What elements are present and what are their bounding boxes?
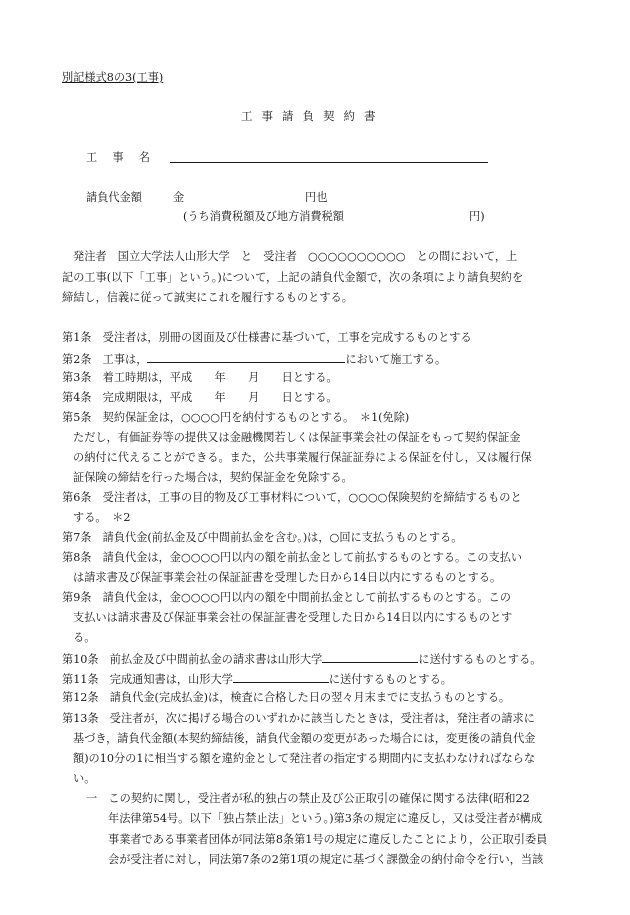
article-13-item-1-text: 会が受注者に対し，同法第7条の2第1項の規定に基づく課徴金の納付命令を行い，当該 [108,853,544,866]
article-8: 第8条 請負代金は，金○○○○円以内の額を前払金として前払するものとする。この支払い [62,551,523,564]
document-title: 工事請負契約書 [241,109,385,123]
article-1: 第1条 受注者は，別冊の図面及び仕様書に基づいて，工事を完成するものとする [62,331,472,344]
article-11-pre: 第11条 完成通知書は，山形大学 [62,673,233,686]
article-7: 第7条 請負代金(前払金及び中間前払金を含む。)は，○回に支払うものとする。 [62,531,463,544]
article-11-post: に送付するものとする。 [328,673,452,686]
article-5-text: ただし，有価証券等の提供又は金融機関若しくは保証事業会社の保証をもって契約保証金 [73,431,521,444]
article-4: 第4条 完成期限は，平成 年 月 日とする。 [62,391,338,404]
amount-label: 請負代金額 [86,191,142,204]
article-6: 第6条 受注者は，工事の目的物及び工事材料について，○○○○保険契約を締結するものと [62,491,522,504]
article-2-pre: 第2条 工事は， [62,353,148,366]
article-2-location-blank [147,351,345,363]
article-2-post: において施工する。 [345,353,447,366]
article-2 [62,351,446,366]
tax-note-open: (うち消費税額及び地方消費税額 [183,210,344,223]
article-10 [62,651,541,666]
article-3: 第3条 着工時期は，平成 年 月 日とする。 [62,371,338,384]
article-5-text: 証保険の締結を行った場合は，契約保証金を免除する。 [73,471,353,484]
tax-note-close: 円) [469,210,485,223]
article-5: 第5条 契約保証金は，○○○○円を納付するものとする。 ＊1(免除) [62,411,410,424]
amount-prefix: 金 [173,191,185,204]
article-6-text: する。 ＊2 [73,511,131,524]
article-10-post: に送付するものとする。 [418,653,542,666]
preamble-line: 記の工事(以下「工事」という。)について，上記の請負代金額で，次の条項により請負契約を [62,271,524,284]
article-5-text: の納付に代えることができる。また，公共事業履行保証証券による保証を付し，又は履行保 [73,451,532,464]
preamble-line: 締結し，信義に従って誠実にこれを履行するものとする。 [62,291,353,304]
article-9: 第9条 請負代金は，金○○○○円以内の額を中間前払金として前払するものとする。この [62,591,511,604]
article-9-text: 支払いは請求書及び保証事業会社の保証証書を受理した日から14日以内にするものとす [73,611,513,624]
article-13-text: い。 [73,772,96,785]
article-13-text: 額)の10分の1に相当する額を違約金として発注者の指定する期間内に支払わなければならな [73,752,536,765]
article-11-dept-blank [233,671,329,683]
article-9-text: る。 [73,631,96,644]
work-name-field-line [170,162,488,163]
article-13-text: 基づき，請負代金額(本契約締結後，請負代金額の変更があった場合には，変更後の請負代金 [73,732,536,745]
article-11 [62,671,452,686]
work-name-label: 工 事 名 [86,151,152,164]
form-id: 別記様式8の3(工事) [62,71,164,84]
article-12: 第12条 請負代金(完成払金)は，検査に合格した日の翌々月末までに支払うものとする。 [62,691,511,704]
preamble-line: 発注者 国立大学法人山形大学 と 受注者 ○○○○○○○○○○ との間において，上 [73,250,518,263]
amount-suffix: 円也 [305,191,328,204]
article-10-dept-blank [322,651,418,663]
article-8-text: は請求書及び保証事業会社の保証証書を受理した日から14日以内にするものとする。 [73,571,502,584]
article-10-pre: 第10条 前払金及び中間前払金の請求書は山形大学 [62,653,323,666]
article-13-item-1-text: 事業者である事業者団体が同法第8条第1号の規定に違反したことにより，公正取引委員 [108,833,548,846]
article-13-item-1-text: 年法律第54号。以下「独占禁止法」という。)第3条の規定に違反し，又は受注者が構成 [108,812,543,825]
article-13: 第13条 受注者が，次に掲げる場合のいずれかに該当したときは，受注者は，発注者の請求に [62,712,535,725]
article-13-item-1: 一 この契約に関し，受注者が私的独占の禁止及び公正取引の確保に関する法律(昭和22 [86,792,530,805]
